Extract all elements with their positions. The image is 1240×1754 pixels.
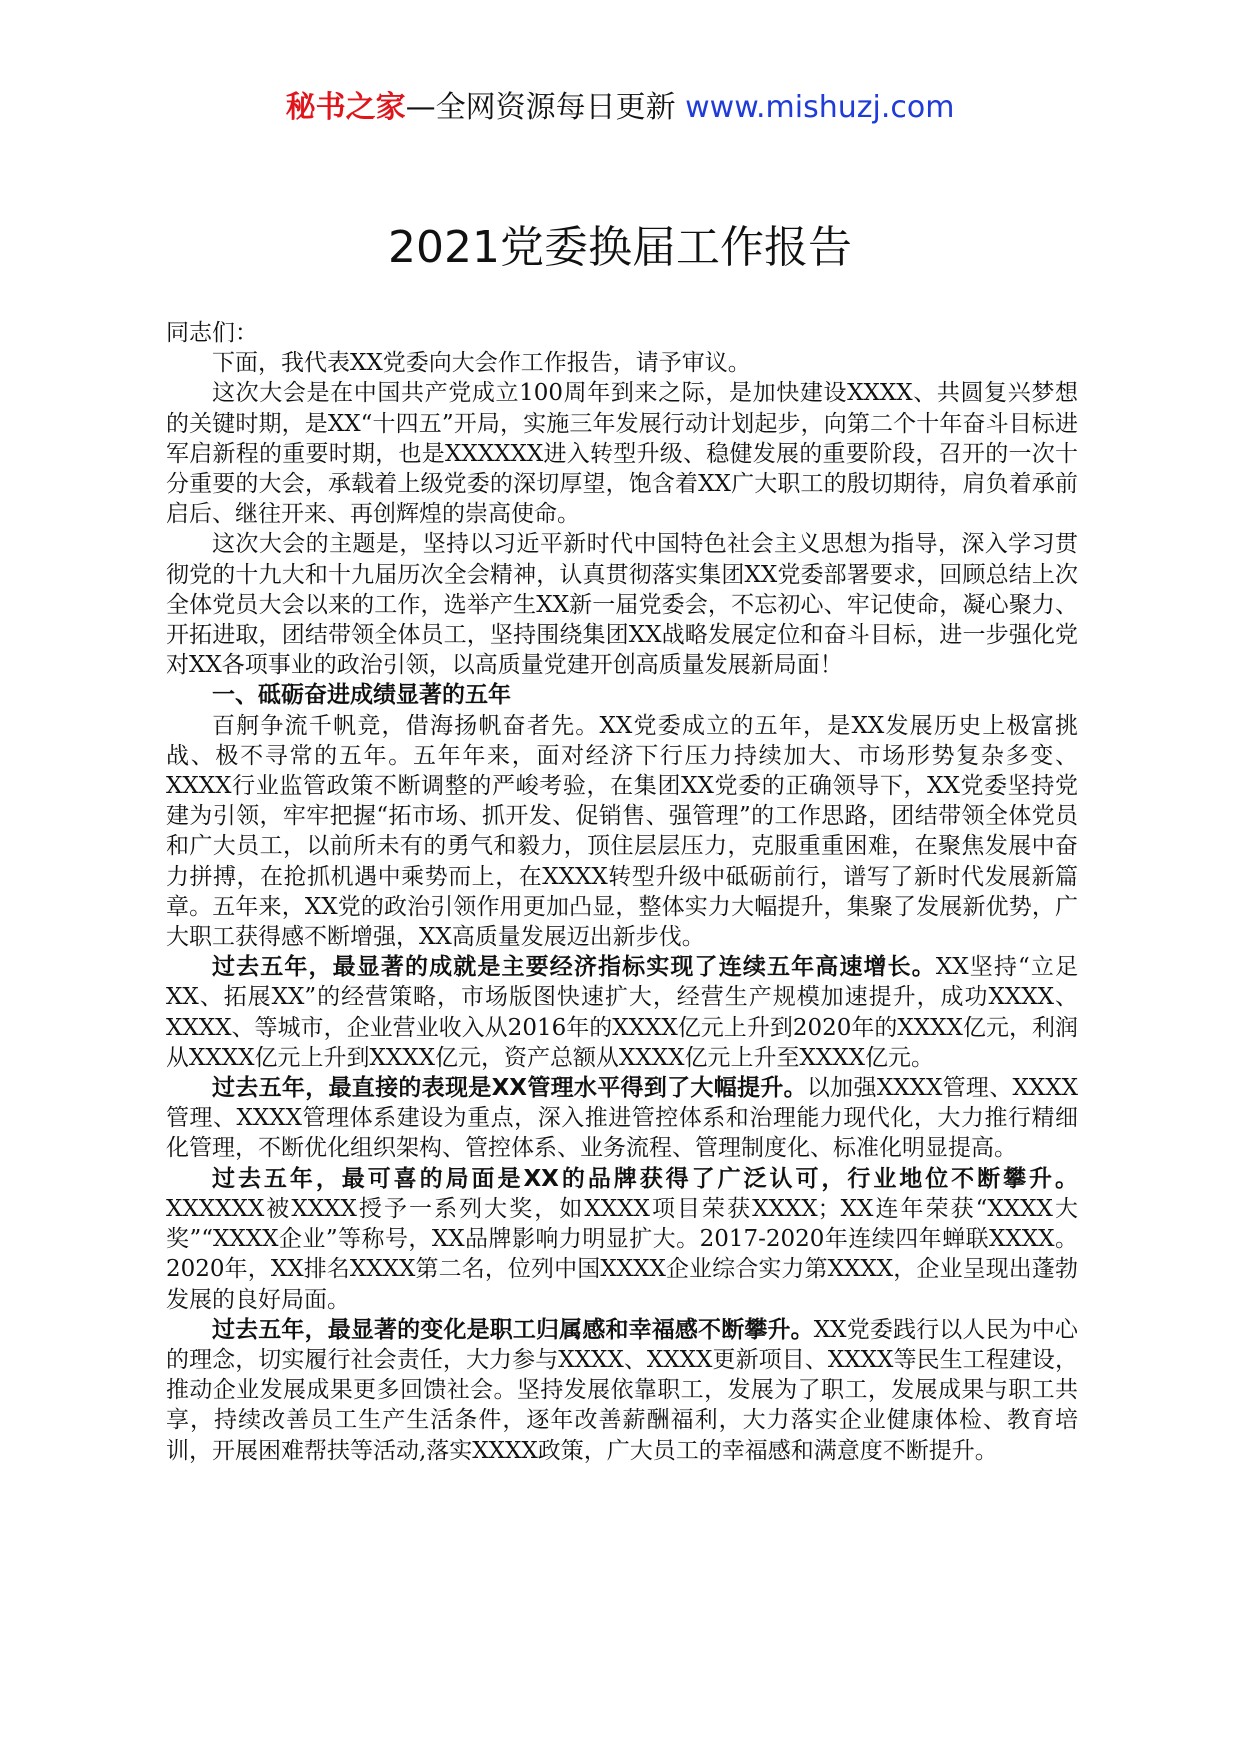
salutation: 同志们： (166, 320, 258, 346)
paragraph-7-text: XXXXXX被XXXX授予一系列大奖，如XXXX项目荣获XXXX；XX连年荣获“XXXX大奖”“XXXX企业”等称号，XX品牌影响力明显扩大。2017-2020年连续四年蝉联XXXX。2020年，XX排名XXXX第二名，位列中国XXXX企业综合实力第XXXX，企业呈现出蓬勃发展的良好局面。 (166, 1195, 1078, 1313)
paragraph-1: 下面，我代表XX党委向大会作工作报告，请予审议。 (212, 350, 751, 377)
paragraph-6-lead: 过去五年，最直接的表现是XX管理水平得到了大幅提升。 (212, 1075, 807, 1102)
section-heading-1: 一、砥砺奋进成绩显著的五年 (212, 682, 511, 709)
paragraph-5 (166, 952, 1078, 1073)
paragraph-8-lead: 过去五年，最显著的变化是职工归属感和幸福感不断攀升。 (212, 1316, 814, 1343)
paragraph-7-lead: 过去五年，最可喜的局面是XX的品牌获得了广泛认可，行业地位不断攀升。 (212, 1165, 1078, 1192)
paragraph-3: 这次大会的主题是，坚持以习近平新时代中国特色社会主义思想为指导，深入学习贯彻党的十九大和十九届历次全会精神，认真贯彻落实集团XX党委部署要求，回顾总结上次全体党员大会以来的工作，选举产生XX新一届党委会，不忘初心、牢记使命，凝心聚力、开拓进取，团结带领全体员工，坚持围绕集团XX战略发展定位和奋斗目标，进一步强化党对XX各项事业的政治引领，以高质量党建开创高质量发展新局面！ (166, 531, 1078, 679)
paragraph-2: 这次大会是在中国共产党成立100周年到来之际，是加快建设XXXX、共圆复兴梦想的关键时期，是XX“十四五”开局，实施三年发展行动计划起步，向第二个十年奋斗目标进军启新程的重要时期，也是XXXXXX进入转型升级、稳健发展的重要阶段，召开的一次十分重要的大会，承载着上级党委的深切厚望，饱含着XX广大职工的殷切期待，肩负着承前启后、继往开来、再创辉煌的崇高使命。 (166, 380, 1078, 528)
paragraph-5-text: XX坚持“立足XX、拓展XX”的经营策略，市场版图快速扩大，经营生产规模加速提升，成功XXXX、XXXX、等城市，企业营业收入从2016年的XXXX亿元上升到2020年的XXXX亿元，利润从XXXX亿元上升到XXXX亿元，资产总额从XXXX亿元上升至XXXX亿元。 (166, 954, 1078, 1071)
site-slogan: —全网资源每日更新 (405, 90, 686, 125)
paragraph-8 (166, 1315, 1078, 1466)
paragraph-6-text: 以加强XXXX管理、XXXX管理、XXXX管理体系建设为重点，深入推进管控体系和治理能力现代化，大力推行精细化管理，不断优化组织架构、管控体系、业务流程、管理制度化、标准化明显提高。 (166, 1075, 1078, 1162)
document-body (166, 318, 1078, 1466)
site-brand: 秘书之家 (285, 90, 406, 125)
paragraph-6 (166, 1073, 1078, 1164)
paragraph-4: 百舸争流千帆竞，借海扬帆奋者先。XX党委成立的五年，是XX发展历史上极富挑战、极不寻常的五年。五年年来，面对经济下行压力持续加大、市场形势复杂多变、XXXX行业监管政策不断调整的严峻考验，在集团XX党委的正确领导下，XX党委坚持党建为引领，牢牢把握“拓市场、抓开发、促销售、强管理”的工作思路，团结带领全体党员和广大员工，以前所未有的勇气和毅力，顶住层层压力，克服重重困难，在聚焦发展中奋力拼搏，在抢抓机遇中乘势而上，在XXXX转型升级中砥砺前行，谱写了新时代发展新篇章。五年来，XX党的政治引领作用更加凸显，整体实力大幅提升，集聚了发展新优势，广大职工获得感不断增强，XX高质量发展迈出新步伐。 (166, 712, 1078, 951)
document-title: 2021党委换届工作报告 (388, 222, 852, 273)
paragraph-7 (166, 1164, 1078, 1315)
paragraph-8-text: XX党委践行以人民为中心的理念，切实履行社会责任，大力参与XXXX、XXXX更新项目、XXXX等民生工程建设，推动企业发展成果更多回馈社会。坚持发展依靠职工，发展为了职工，发展成果与职工共享，持续改善员工生产生活条件，逐年改善薪酬福利，大力落实企业健康体检、教育培训，开展困难帮扶等活动,落实XXXX政策，广大员工的幸福感和满意度不断提升。 (166, 1316, 1079, 1464)
site-url-link[interactable]: www.mishuzj.com (685, 90, 955, 125)
paragraph-5-lead: 过去五年，最显著的成就是主要经济指标实现了连续五年高速增长。 (212, 954, 936, 981)
site-header (0, 88, 1240, 128)
